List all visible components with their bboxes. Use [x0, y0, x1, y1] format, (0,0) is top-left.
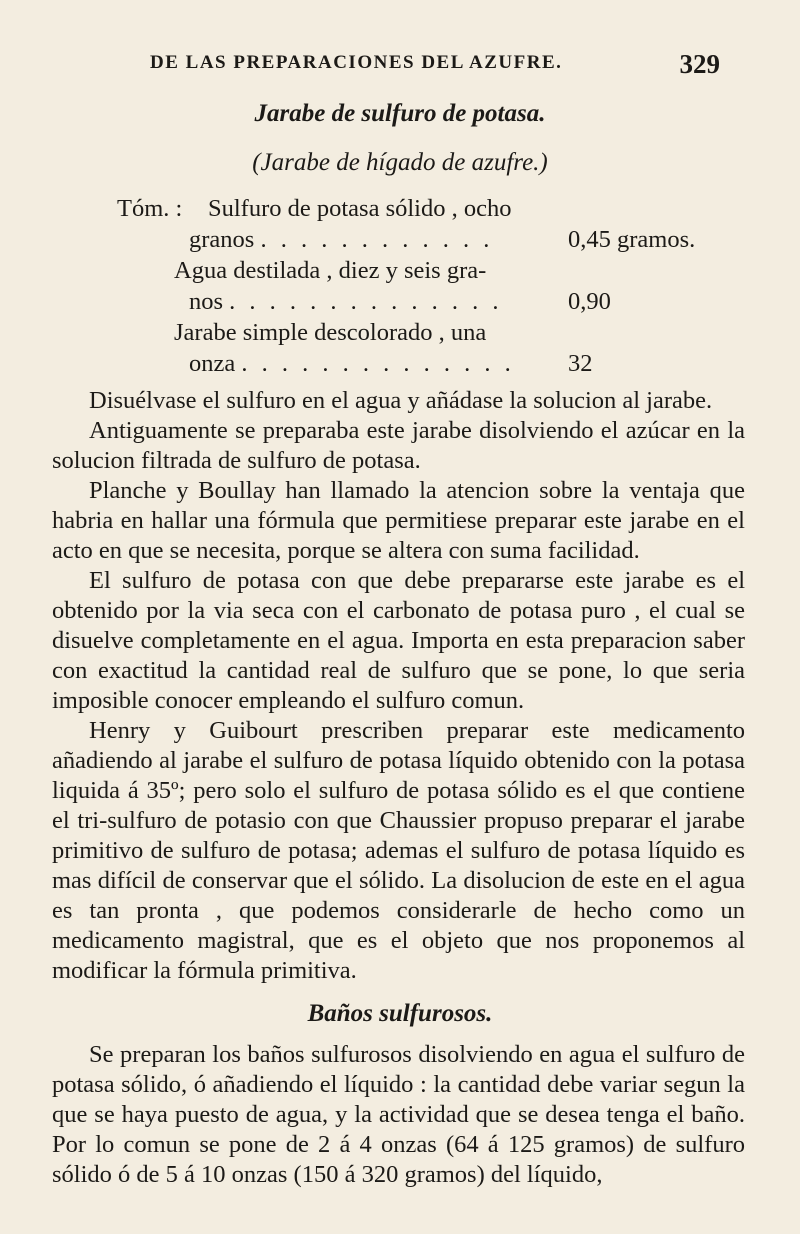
section-title: Baños sulfurosos.: [307, 1000, 493, 1027]
paragraph: Planche y Boullay han llamado la atencion sobre la ventaja que habria en hallar una fórmula que permitiese preparar este jarabe en el acto en que se necesita, porque se altera con suma facilidad.: [52, 477, 745, 564]
paragraph: Henry y Guibourt prescriben preparar este medicamento añadiendo al jarabe el sulfuro de potasa líquido obtenido con la potasa liquida á 35º; pero solo el sulfuro de potasa sólido es el que contiene el tri-sulfuro de potasio con que Chaussier propuso preparar el jarabe primitivo de sulfuro de potasa; ademas el sulfuro de potasa líquido es mas difícil de conservar que el sólido. La disolucion de este en el agua es tan pronta , que podemos considerarle de hecho como un medicamento magistral, que es el objeto que nos proponemos al modificar la fórmula primitiva.: [52, 717, 745, 984]
recipe-intro: Tóm. :: [117, 195, 183, 222]
paragraph: Disuélvase el sulfuro en el agua y añádase la solucion al jarabe.: [89, 387, 713, 414]
section-title: Jarabe de sulfuro de potasa.: [254, 100, 546, 127]
ingredient-amount: 0,90: [568, 288, 611, 315]
body-text: [52, 1040, 745, 1190]
ingredient-amount: 32: [568, 350, 593, 377]
section-subtitle: (Jarabe de hígado de azufre.): [252, 149, 548, 176]
ingredient-line: Sulfuro de potasa sólido , ocho: [208, 195, 512, 222]
body-text: [52, 386, 745, 986]
ingredient-word: nos . . . . . . . . . . . . . .: [189, 288, 503, 315]
paragraph: Antiguamente se preparaba este jarabe disolviendo el azúcar en la solucion filtrada de sulfuro de potasa.: [52, 417, 745, 474]
running-title: DE LAS PREPARACIONES DEL AZUFRE.: [150, 52, 563, 73]
running-head: [150, 49, 720, 82]
ingredient-word: onza . . . . . . . . . . . . . .: [189, 350, 515, 377]
ingredient-word: granos . . . . . . . . . . . .: [189, 226, 494, 253]
ingredient-amount: 0,45 gramos.: [568, 226, 696, 253]
ingredient-line: Agua destilada , diez y seis gra-: [174, 257, 487, 284]
paragraph: Se preparan los baños sulfurosos disolviendo en agua el sulfuro de potasa sólido, ó añadiendo el líquido : la cantidad debe variar segun la que se haya puesto de agua, y la actividad que se desea tenga el baño. Por lo comun se pone de 2 á 4 onzas (64 á 125 gramos) de sulfuro sólido ó de 5 á 10 onzas (150 á 320 gramos) del líquido,: [52, 1041, 745, 1188]
ingredient-line: Jarabe simple descolorado , una: [174, 319, 487, 346]
page-number: 329: [679, 49, 720, 79]
paragraph: El sulfuro de potasa con que debe prepararse este jarabe es el obtenido por la via seca con el carbonato de potasa puro , el cual se disuelve completamente en el agua. Importa en esta preparacion saber con exactitud la cantidad real de sulfuro que se pone, lo que seria imposible conocer empleando el sulfuro comun.: [52, 567, 745, 714]
